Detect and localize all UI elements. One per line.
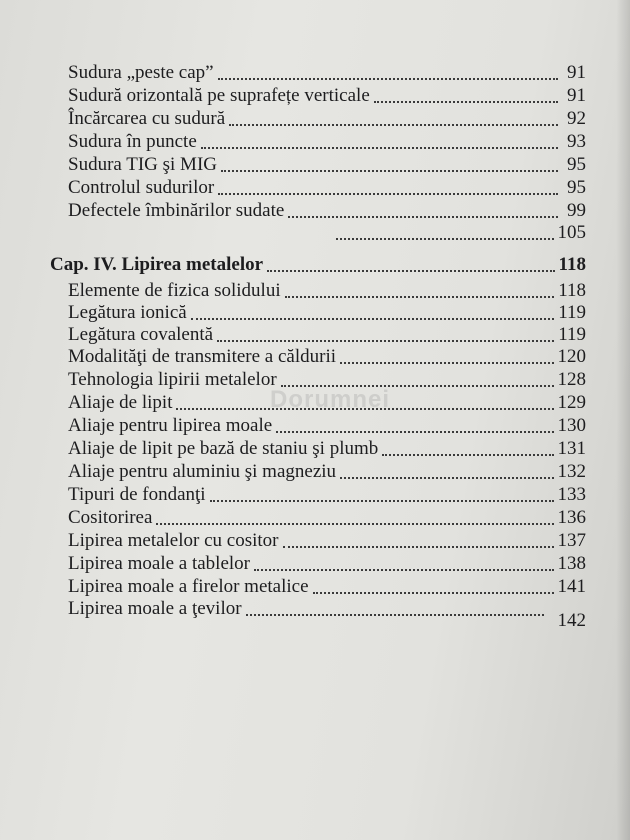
toc-entry-title: Aliaje pentru aluminiu şi magneziu <box>68 461 337 482</box>
toc-entry <box>68 129 586 153</box>
toc-entry-page: 141 <box>557 576 586 597</box>
dot-leader <box>191 318 555 320</box>
toc-entry-title: Modalităţi de transmitere a căldurii <box>68 346 337 367</box>
toc-entry-page: 129 <box>557 392 586 413</box>
dot-leader <box>288 216 558 218</box>
toc-entry-page: 138 <box>557 553 586 574</box>
toc-entry-title: Legătura ionică <box>68 302 187 323</box>
toc-entry-page: 93 <box>567 131 586 152</box>
toc-entry-page: 130 <box>557 415 586 436</box>
dot-leader <box>156 523 553 525</box>
toc-entry-page: 136 <box>557 507 586 528</box>
toc-entry-page: 137 <box>557 530 586 551</box>
toc-entry <box>68 300 586 324</box>
toc-entry-title: Aliaje de lipit pe bază de staniu şi plumb <box>68 438 379 459</box>
dot-leader <box>218 193 558 195</box>
dot-leader <box>283 546 554 548</box>
toc-entry <box>68 278 586 302</box>
toc-entry <box>68 574 586 598</box>
toc-entry <box>68 106 586 130</box>
toc-entry <box>68 367 586 391</box>
toc-entry-page: 91 <box>567 62 586 83</box>
dot-leader <box>313 592 554 594</box>
dot-leader <box>336 238 554 240</box>
toc-entry-title: Sudura TIG şi MIG <box>68 154 218 175</box>
dot-leader <box>281 385 554 387</box>
toc-entry <box>68 83 586 107</box>
toc-entry-title: Cositorirea <box>68 507 153 528</box>
toc-entry <box>68 482 586 506</box>
toc-entry <box>68 175 586 199</box>
page-edge-shadow <box>616 0 630 840</box>
dot-leader <box>340 362 553 364</box>
toc-entry-page: 118 <box>558 280 586 301</box>
toc-entry-title: Lipirea moale a tablelor <box>68 553 250 574</box>
toc-entry-title: Sudura în puncte <box>68 131 197 152</box>
toc-entry-title: Sudură orizontală pe suprafețe verticale <box>68 85 370 106</box>
toc-entry <box>68 413 586 437</box>
toc-entry-title: Încărcarea cu sudură <box>68 108 226 129</box>
toc-entry <box>68 459 586 483</box>
dot-leader <box>217 340 554 342</box>
dot-leader <box>267 270 555 272</box>
toc-chapter-heading <box>50 252 586 276</box>
watermark: Dorumnei <box>270 386 391 413</box>
toc-entry <box>68 436 586 460</box>
toc-entry <box>68 60 586 84</box>
toc-entry-title: Controlul sudurilor <box>68 177 215 198</box>
toc-entry-title: Legătura covalentă <box>68 324 214 345</box>
toc-entry <box>68 198 586 222</box>
toc-entry-page: 92 <box>567 108 586 129</box>
toc-entry-title: Elemente de fizica solidului <box>68 280 281 301</box>
toc-entry <box>68 220 586 244</box>
toc-entry-page: 95 <box>567 154 586 175</box>
dot-leader <box>218 78 558 80</box>
dot-leader <box>229 124 558 126</box>
toc-entry <box>68 551 586 575</box>
toc-entry <box>68 322 586 346</box>
toc-entry-page: 91 <box>567 85 586 106</box>
toc-entry-title: Lipirea moale a firelor metalice <box>68 576 309 597</box>
toc-entry <box>68 596 548 620</box>
toc-entry-title: Tipuri de fondanţi <box>68 484 206 505</box>
toc-entry-title: Defectele îmbinărilor sudate <box>68 200 285 221</box>
toc-entry <box>68 528 586 552</box>
toc-entry-page: 105 <box>557 222 586 243</box>
dot-leader <box>340 477 553 479</box>
toc-entry <box>68 505 586 529</box>
toc-entry-page: 133 <box>557 484 586 505</box>
toc-entry-title: Sudura „peste cap” <box>68 62 214 83</box>
dot-leader <box>246 614 544 616</box>
toc-entry-page: 95 <box>567 177 586 198</box>
dot-leader <box>176 408 553 410</box>
dot-leader <box>254 569 554 571</box>
dot-leader <box>382 454 553 456</box>
toc-entry <box>68 344 586 368</box>
toc-entry-page: 119 <box>558 324 586 345</box>
toc-entry-title: Lipirea moale a ţevilor <box>68 598 242 619</box>
toc-entry-title: Cap. IV. Lipirea metalelor <box>50 254 264 275</box>
dot-leader <box>374 101 558 103</box>
dot-leader <box>210 500 554 502</box>
toc-entry <box>68 152 586 176</box>
toc-entry-title: Aliaje pentru lipirea moale <box>68 415 273 436</box>
toc-entry-page: 118 <box>558 254 586 275</box>
toc-entry-page: 99 <box>567 200 586 221</box>
dot-leader <box>221 170 558 172</box>
toc-entry-page: 128 <box>557 369 586 390</box>
toc-trailing-page-number: 142 <box>557 610 586 631</box>
toc-entry <box>68 390 586 414</box>
toc-entry-page: 132 <box>557 461 586 482</box>
toc-entry-title: Aliaje de lipit <box>68 392 173 413</box>
toc-entry-page: 131 <box>557 438 586 459</box>
toc-entry-page: 120 <box>557 346 586 367</box>
dot-leader <box>276 431 553 433</box>
dot-leader <box>285 296 555 298</box>
dot-leader <box>201 147 558 149</box>
toc-entry-title: Lipirea metalelor cu cositor <box>68 530 279 551</box>
toc-entry-title: Tehnologia lipirii metalelor <box>68 369 277 390</box>
toc-entry-page: 119 <box>558 302 586 323</box>
